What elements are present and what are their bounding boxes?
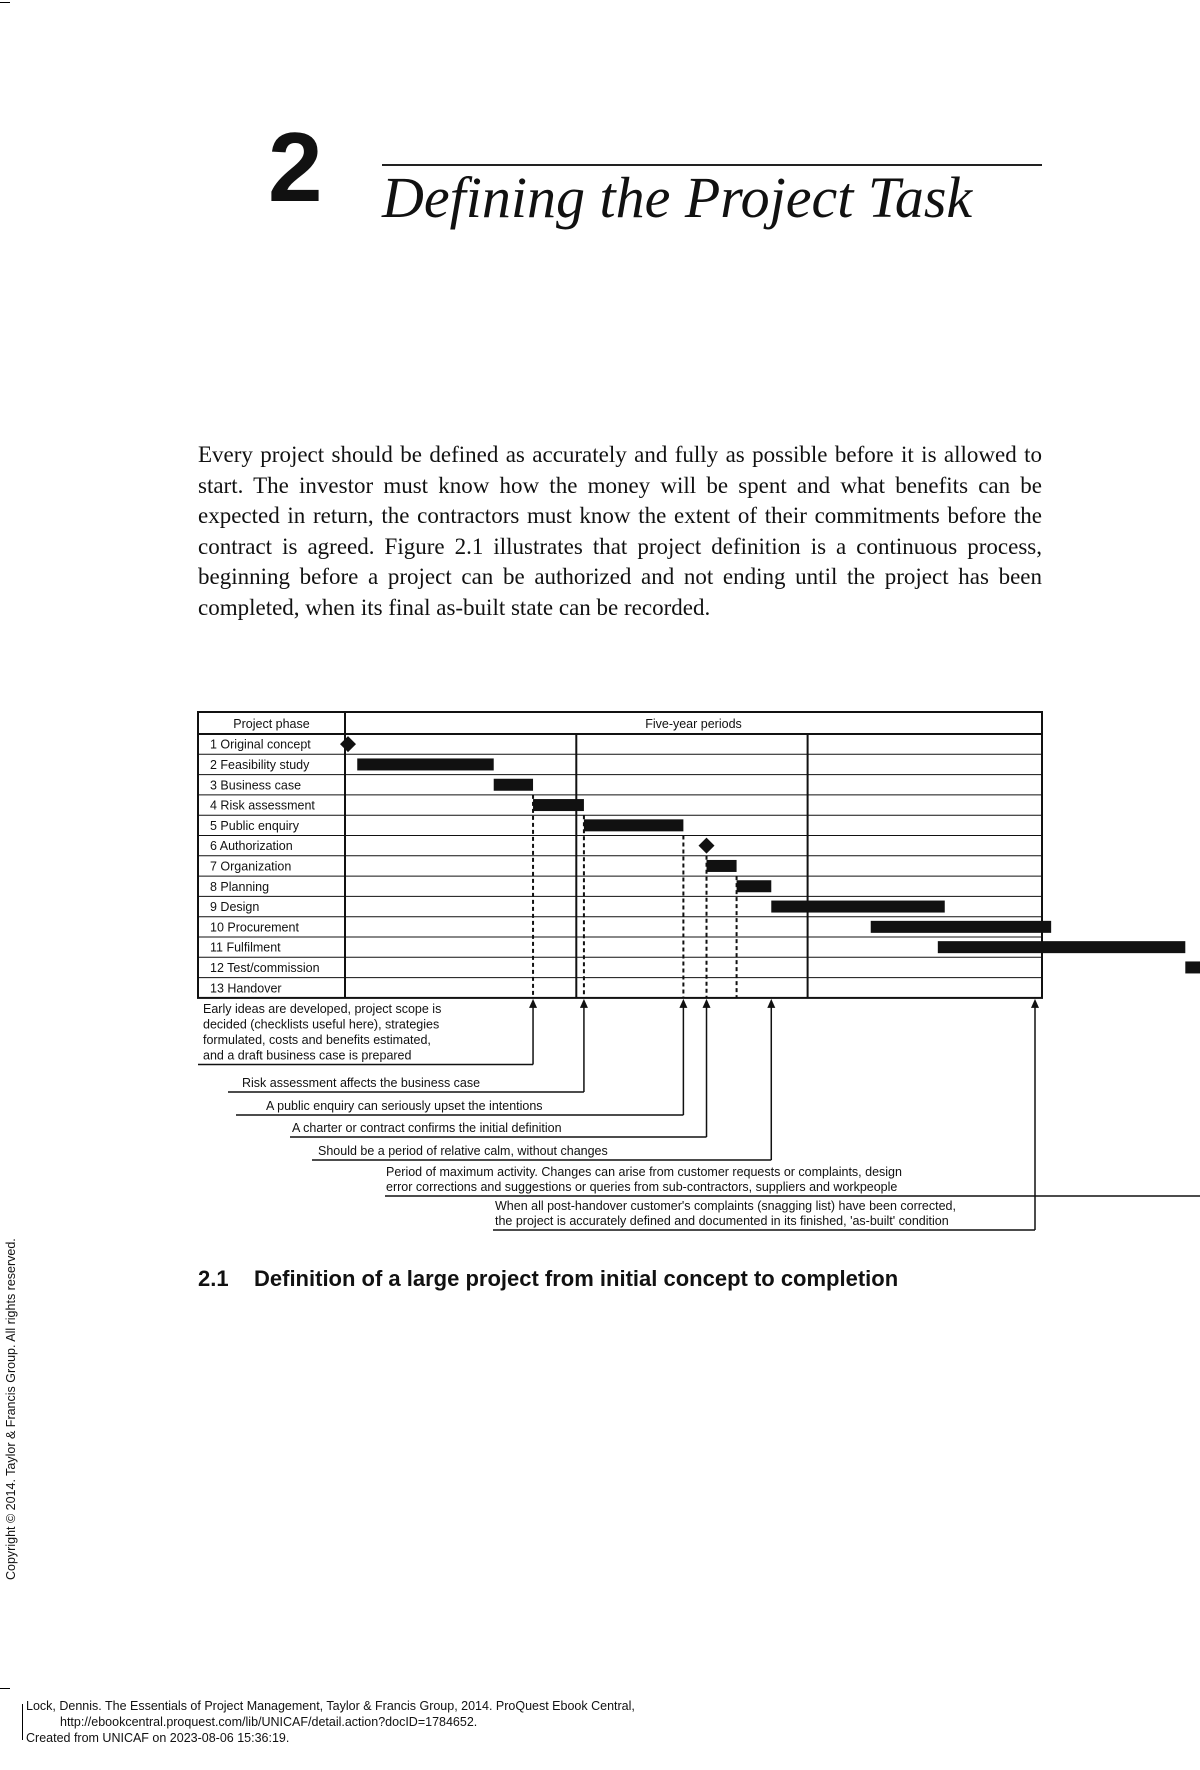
gantt-phase-label: 9 Design <box>210 900 260 915</box>
gantt-bar <box>737 880 772 892</box>
gantt-bar <box>533 799 584 811</box>
annotation-arrowhead <box>1031 999 1039 1008</box>
gantt-phase-label: 5 Public enquiry <box>210 818 299 833</box>
annotation-arrowhead <box>679 999 687 1008</box>
gantt-frame <box>198 712 1042 998</box>
figure-caption-number: 2.1 <box>198 1266 229 1291</box>
annotation-arrowhead <box>767 999 775 1008</box>
gantt-phase-label: 4 Risk assessment <box>210 798 315 813</box>
gantt-bar <box>938 941 1185 953</box>
footer-citation-line: Lock, Dennis. The Essentials of Project Management, Taylor & Francis Group, 2014. ProQuest Ebook Central, <box>26 1699 635 1713</box>
figure-caption-text: Definition of a large project from initial concept to completion <box>254 1266 899 1291</box>
gantt-bar <box>1185 961 1200 973</box>
footer-url-link[interactable]: http://ebookcentral.proquest.com/lib/UNICAF/detail.action?docID=1784652. <box>60 1715 478 1729</box>
figure-annotation-line: Period of maximum activity. Changes can arise from customer requests or complaints, design <box>386 1165 902 1179</box>
footer-bar <box>22 1704 23 1740</box>
gantt-bar <box>771 901 944 913</box>
gantt-phase-label: 11 Fulfilment <box>210 940 281 955</box>
gantt-milestone <box>699 838 715 854</box>
gantt-phase-label: 10 Procurement <box>210 920 299 935</box>
gantt-phase-label: 13 Handover <box>210 981 282 996</box>
figure-annotation-line: Risk assessment affects the business case <box>242 1076 481 1090</box>
figure-annotation-line: Should be a period of relative calm, without changes <box>318 1144 608 1158</box>
gantt-phase-label: 12 Test/commission <box>210 960 320 975</box>
gantt-phase-label: 3 Business case <box>210 778 302 793</box>
gantt-phase-label: 8 Planning <box>210 879 270 894</box>
figure-annotation-line: decided (checklists useful here), strategies <box>203 1017 440 1032</box>
figure-annotation-line: A public enquiry can seriously upset the intentions <box>266 1099 543 1113</box>
chapter-title: Defining the Project Task <box>382 165 973 230</box>
figure-annotation-line: formulated, costs and benefits estimated, <box>203 1033 431 1047</box>
figure-annotation-line: error corrections and suggestions or queries from sub-contractors, suppliers and workpeople <box>386 1180 898 1194</box>
gantt-phase-label: 6 Authorization <box>210 839 293 854</box>
chapter-number: 2 <box>268 112 321 222</box>
figure-annotation-line: When all post-handover customer's complaints (snagging list) have been corrected, <box>495 1199 956 1213</box>
gantt-phase-label: 2 Feasibility study <box>210 757 310 772</box>
footer-created-line: Created from UNICAF on 2023-08-06 15:36:19. <box>26 1731 290 1745</box>
gantt-bar <box>707 860 737 872</box>
annotation-arrowhead <box>703 999 711 1008</box>
figure-annotation-line: the project is accurately defined and documented in its finished, 'as-built' condition <box>495 1214 949 1228</box>
gantt-bar <box>357 758 493 770</box>
edge-crop-mark-bottom <box>0 1688 10 1689</box>
gantt-bar <box>584 819 683 831</box>
figure-caption <box>198 1266 898 1292</box>
copyright-notice: Copyright © 2014. Taylor & Francis Group. All rights reserved. <box>4 1238 18 1580</box>
annotation-arrowhead <box>529 999 537 1008</box>
body-paragraph: Every project should be defined as accurately and fully as possible before it is allowed to start. The investor must know how the money will be spent and what benefits can be expected in return, the contractors must know the extent of their commitments before the contract is agreed. Figure 2.1 illustrates that project definition is a continuous process, beginning before a project can be authorized and not ending until the project has been completed, when its final as-built state can be recorded. <box>198 442 1042 620</box>
edge-crop-mark-top <box>0 2 10 3</box>
gantt-milestone <box>340 736 356 752</box>
annotation-arrowhead <box>580 999 588 1008</box>
gantt-phase-label: 7 Organization <box>210 859 292 874</box>
gantt-bar <box>494 779 533 791</box>
gantt-phase-label: 1 Original concept <box>210 737 311 752</box>
gantt-header-phase: Project phase <box>233 717 310 731</box>
gantt-header-periods: Five-year periods <box>645 717 742 731</box>
gantt-bar <box>871 921 1051 933</box>
figure-annotation-line: Early ideas are developed, project scope is <box>203 1002 442 1016</box>
figure-annotation-line: A charter or contract confirms the initial definition <box>292 1121 562 1135</box>
figure-annotation-line: and a draft business case is prepared <box>203 1048 412 1063</box>
